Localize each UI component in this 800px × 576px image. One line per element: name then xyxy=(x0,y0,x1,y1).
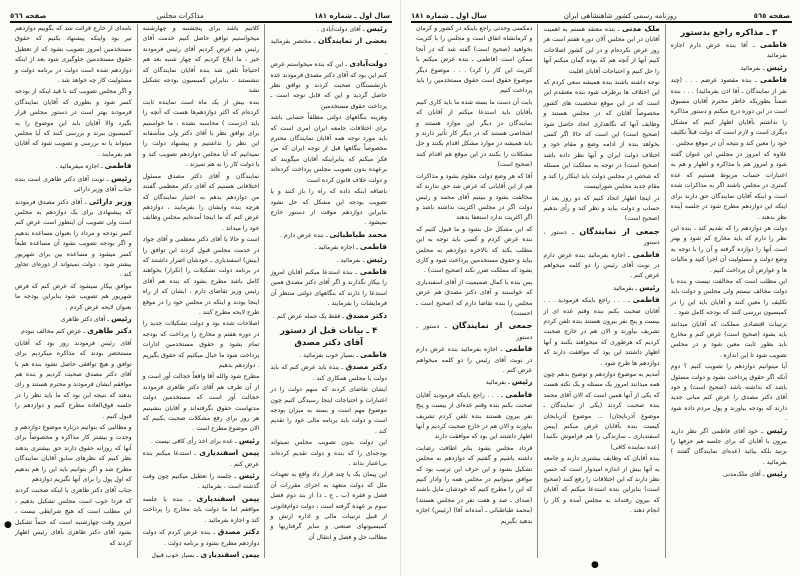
speaker-name: دولت‌آبادی xyxy=(349,59,387,69)
speech-text: ـ نوبت آقای دکتر طاهری است بنده جناب آقای وزیر دارائی xyxy=(14,175,132,194)
speaker-name: فاطمی xyxy=(760,40,788,49)
speech-paragraph xyxy=(143,494,260,526)
left-issue-number: سال اول ـ شماره ۱۸۱ xyxy=(314,12,390,20)
speech-paragraph xyxy=(416,320,532,343)
speech-paragraph xyxy=(270,385,387,437)
speech-paragraph xyxy=(15,486,132,548)
speech-text: دمکسی وحدتی راجع باینکه در کشور و کرمان و کرمانشاه اتفاق است و مجلس را با کثریت بخواهید (صحیح است) گفته شد که در آنجا ممکن است (فاطمی ـ بنده عرض میکنم با کثریت این کار را کرد) . . . موضوع دیگر موضوع حقوق است حقوق مستخدمین را باید پرداخت کنیم xyxy=(416,25,533,95)
speech-paragraph xyxy=(543,78,659,192)
group-speaker-label: جمعی از نمایندگان xyxy=(452,321,533,331)
speaker-name: رئیس xyxy=(766,425,787,435)
speaker-name: وزیر دارائی xyxy=(88,196,132,206)
speech-paragraph xyxy=(270,59,387,112)
speech-text: بابت آن دست ما بسته شده ما باید کاری کنیم بآقایان باید استدعا میکنم از آقایان که نمایندگان در دیگر این موارد هستند و اشخاصی هستند که در دیگر کار تأثیر دارند و باید همیشه در موارد مشکل اقدام بکنند و حل مشکلات را بکنند در این موقع هم اقدام کنند (صحیح است) xyxy=(416,98,533,169)
speech-text: این مطلب است که مخالفت نیست و بنده با دولت مخالف نیستم ولی مجلس و دولت باید تکلیف را معین کنند و آقایان باید این را در کمیسیون بررسی کنند که بودجه کامل شود . xyxy=(670,277,787,317)
speech-paragraph xyxy=(543,283,659,294)
speech-paragraph xyxy=(416,344,532,376)
speaker-name: دکتر مصدق xyxy=(217,527,260,537)
speech-paragraph xyxy=(671,224,787,276)
speech-paragraph xyxy=(416,278,532,320)
speech-paragraph xyxy=(416,172,532,224)
speech-text: ـ بنده استدعا میکنم آقایان امروز را بیکار نگذارند و اگر آقای دکتر مصدق همین استدعا را دارند که بنگاههای دولتی منتظر آن فرمایشات را بفرمایند . xyxy=(270,268,387,308)
speech-text: مطرح شود والله آقا واقعاً خجالت آور است و از آن طرف هم آقای دکتر طاهری فرمودند خجالت آور است که مستخدمین دولت مدتهاست حقوق نگرفته‌اند و آقایان بنشینیم هر روز برای رفع مشکلات صحبت بکنیم که الان موضوع مطرح است . xyxy=(142,373,260,433)
speech-paragraph xyxy=(270,350,387,361)
speech-text: ـ بنده مقصود عرضم . . . (چند نفر از نمایندگان ـ آقا اذن بفرمائید) . . . بنده ضمناً بطوریکه خاطر محترم آقایان مسبوق است در این دوره درج میکنم و دستور مذاکره را نداشتم بآقایان اظهار کنیم که مشکل دیگری است و لازم است که دولت قبلاً تکلیف خود را معین کند و نتیجه آن در موقع مجلس . xyxy=(670,77,787,147)
speech-paragraph xyxy=(543,370,659,453)
speech-paragraph xyxy=(143,550,260,558)
speech-text: ـ بسیار خوب بفرمائید . xyxy=(299,351,359,359)
speaker-name: فاطمی xyxy=(632,249,660,259)
speech-paragraph xyxy=(416,390,532,443)
speech-text: ـ اجازه میفرمائید . xyxy=(55,163,103,171)
speech-text: ـ آقا بنده عرض دارم اجازه بفرمائید xyxy=(670,42,787,60)
left-columns xyxy=(10,24,392,558)
speech-paragraph xyxy=(270,362,387,384)
speech-text: ـ بنده عرض کردم که دولت دوازدهم مطرح بشود و برنامه دولت . xyxy=(142,529,260,547)
right-header-rule xyxy=(411,21,792,23)
speech-text: ـ آقای دکتر طاهری xyxy=(60,315,110,323)
speaker-name: دکتر مصدق xyxy=(345,310,387,320)
speech-paragraph xyxy=(143,372,260,434)
speech-paragraph xyxy=(143,172,260,234)
speech-text: ـ بفرمائید xyxy=(740,64,765,72)
speech-text: علاوه که امروز در مجلس این عنوان گفته شود و امروز هم با مذاکره و اظهار و هم به اعتبارات حساب مربوط هستیم که عده کمتری در مجلس باشند اگر به مذاکرات شده است و اینکه آقایان نمایندگان حق دارند برای اینکه این دوازدهم مطرح شود در جلسه آینده نظر بدهند . xyxy=(670,151,787,221)
speech-paragraph xyxy=(671,277,787,319)
speech-paragraph xyxy=(671,75,787,149)
speech-paragraph xyxy=(270,267,387,310)
speech-paragraph xyxy=(143,471,260,493)
speech-text: ترتیبات اقتصادی مملکت که آقایان میدانند باید بشود (صحیح است) عرض کنم و مخارج باید بطور ثابت معین شود و در مجلس تصویب شود تا این اندازه . xyxy=(670,320,787,359)
speaker-name: ملک مدنی xyxy=(622,24,660,33)
speech-text: ـ استدعا میکنم بنده عرض کنم . xyxy=(142,450,260,468)
speech-text: ـ بنده معتقد هستم به اهمیت آقایان در این مجلس آلان دوره هفتم است هر روز عرض نکرده‌ام و در این کشور اصلاحات کنیم آنها از آنچه هم که بوده گمان میکنم آنها را حل کنیم و احتیاجات آقایان اقلیت xyxy=(543,26,660,75)
speech-paragraph xyxy=(143,98,260,171)
right-column-3 xyxy=(411,24,537,558)
speech-text: این پیمان یک یا چند قرار داد واقع به تعهدات ملل که دولت متعهد به اجرای مقررات آن فصل و فقره (ب ـ ج ـ د) از بند دوم فصل سوم بر عهده گرفته است ، دولت دوام‌قانونی از قبیل ترتیبات مالی و اداره ارتش و کمیسیونهای صنعتی و سایر گرفتاریها و مطالب حل و فصل و انتقال آن xyxy=(270,471,387,541)
speech-paragraph xyxy=(15,339,132,422)
right-page-title: روزنامه رسمی کشور شاهنشاهی ایران xyxy=(563,12,677,20)
speaker-name: فاطمی xyxy=(104,161,132,171)
speech-paragraph xyxy=(671,320,787,362)
speech-text: ـ . . . راجع باینکه فرمودید آقایان صحبت بکنم بنده وقتم عده‌ای از بیست و پنج نفر بیرون هستند بنده تلفن کردم تشریف بیاورند و الان هم در خارج صحبت کردیم و آنها اظهار داشتند این بود که موافقت دارند xyxy=(416,391,533,441)
section-heading: ۳ ـ مذاکره راجع بدستور xyxy=(680,27,778,37)
speech-text: و مطالبی که بتوانیم درباره موضوع دوازدهم و وحدت و بیشتر کار مذاکره و مخصوصاً برای آنها که روزانه حقوق دارند حق بیشتری بدهند نظر کنیم که نظرهای سابق آقایان نمایندگان مطرح شد و اگر بتوانیم باید این را هم بدهیم که اول پول را برای آنها بگیریم دوازدهم xyxy=(14,424,132,484)
speech-paragraph xyxy=(270,242,387,253)
speaker-name: فاطمی xyxy=(760,75,788,85)
speech-text: ـ . . . راجع باینکه فرمودید . . . آقایان صحبت بکنم بنده وقتم عده ای از بیست و پنج نفر بیرون هستند بنده تلفن کردم تشریف بیاورند و الان هم در خارج صحبت کردیم که هرطوری که میخواهند بکنند و آنها اظهار داشتند این بود که موافقت دارند که دوازدهم ها طرح شود . xyxy=(543,297,660,367)
speech-paragraph xyxy=(15,197,132,281)
speech-paragraph xyxy=(270,438,387,469)
speech-text: ـ دستور ، دستور xyxy=(416,323,533,341)
right-page-bullet-icon: ● xyxy=(591,560,599,570)
speech-paragraph xyxy=(543,226,659,249)
speech-paragraph xyxy=(270,470,387,543)
speech-paragraph xyxy=(143,235,260,318)
speech-paragraph xyxy=(543,454,659,516)
speaker-name: بعضی از نمایندگان xyxy=(318,36,387,46)
speech-text: آیا میتوانیم دوازدهم را تصویب کنیم ؟ دوم آنکه اگر حقوق پرداخت نشود و دولت مسئول باشد که نداشته باشد (صحیح است) و خود آقای دکتر مصدق را عرض کنم مبانی جدید دارند که بودجه بیاورند و پول مردم داده شود . xyxy=(670,363,787,423)
speaker-name: رئیس xyxy=(511,377,533,387)
speech-paragraph xyxy=(671,426,787,469)
speech-text: آمدیم به موضوع دوازدهم و توضیح بدهم چون همه میدانند امروز یک مسئله و یک نکته هست که یکی از آنها همین است که الان آقای محمد بنده صحبت کردند (یکی از نمایندگان ـ موضوع آذربایجان) ... موضوع آذربایجان کیست بنده بآقایان عرض میکنم (پیمن اسفندیاری ـ سازندگی را هم فراموش نکنید) (عده نماینده کافی) xyxy=(543,371,660,451)
speech-text: ـ بفرمائید xyxy=(613,284,638,292)
speech-paragraph xyxy=(671,63,787,74)
speech-text: پس بنده با کمال صمیمیت از آقای اسفندیاری که خواستند و آقای دکتر مصدق هم عرض مجلس را بنده تقاضا دارم که (صحیح است ـ احسنت) xyxy=(416,278,533,317)
speaker-name: دکتر طاهری xyxy=(87,326,132,336)
speaker-name: رئیس xyxy=(639,282,660,292)
speaker-name: فاطمی xyxy=(632,295,660,305)
left-page-bullet-icon: ● xyxy=(4,520,12,530)
speech-text: ـ بفرمائید xyxy=(485,379,510,387)
speech-text: کلاتیم باشد برای پنجشنبه و چهارشنبه میخواستیم توافق حاصل کنیم خدمت آقای رئیس هم عرض کردیم آقای رئیس فرمودند خیر ، ما ابلاغ کردیم که چهار شنبه بعد هم احتیاجاً تلفن شد بنده آقایان نمایندگان که ننشستند ، بنابراین کمیسیون بودجه تشکیل نشد xyxy=(142,25,260,95)
speech-text: در اینجا اظهار اتحاد کنیم که دو روز بعد از حساب و دولت بیاید و نظر کند و رأی بدهیم (صحیح است) xyxy=(543,194,660,223)
speech-paragraph xyxy=(143,448,260,470)
speech-paragraph xyxy=(671,40,787,62)
speech-paragraph xyxy=(270,230,387,241)
speech-paragraph xyxy=(270,36,387,58)
speech-text: دولت هر دوازدهم را که تقدیم کند ، بنده این نظر را دارم که باید مخارج کم شود و بهتر است آنها را دوازده گرفته و آن را با توجه به وضع دولت و مسئولیت آن اجرا کنید و مالیات ها و عوارض آن پرداخت کنیم . xyxy=(670,224,787,274)
speech-text: ـ اجازه بفرمائید بنده عرض دارم در نوبت آقای رئیس را دو کلمه میخواهم عرض کنم . xyxy=(543,251,660,280)
left-column-1 xyxy=(264,24,392,558)
right-column-1 xyxy=(665,24,792,558)
speech-paragraph xyxy=(15,423,132,485)
speech-text: ـ بفرمائید . xyxy=(336,256,365,264)
speaker-name: رئیس xyxy=(111,313,132,323)
speech-paragraph xyxy=(671,469,787,480)
speech-text: بنده آقایان که وظایف بیشتری دارند و جامعه به آنها بیش از اندازه امیدوار است که حسن نظر دارند که این اختلافات را رفع کنند (صحیح است) بنابراین بنده استدعا میکنم که آقایان که بیرون رفته‌اند به مجلس آمده و کار را انجام دهند . xyxy=(543,455,660,515)
speech-text: ـ فقط یک جمله عرض کنم . xyxy=(272,312,345,320)
speech-text: ایشان تقاضای کردند که سهم دولت را در اعتبارات و احتیاجات اینجا رسیدگی کنیم چون موضوع مهم است و بسته به میزان بودجه است و دولت باید برنامه مالی خود را تقدیم کند . xyxy=(270,386,387,435)
speech-paragraph xyxy=(270,187,387,229)
speaker-name: رئیس xyxy=(238,435,260,445)
speech-text: توجه داشته باشند بنده همیشه سعی کردم که این اختلاف ها برطرف شود بنده معتقدم این است که در این موقع شخصیت های کشور مخصوصاً آقایان که در مجلس هستند و وظایف آنها که نگاهداری اتحاد حاصل شود (صحیح است) این است که حالا اگر کسی بخواهد بنده از ادامه وضع و مقام خود و اختلاف دولت ایران و آنها نظر داده باشد (صحیح است) در توجه به مملکت این مسئله که شخص در مجلس دولت باید اینکار را کند و مقام جدید مجلس شوراییست xyxy=(543,79,660,191)
speech-text: ـ جلسه را تعطیل میکنیم چون وقت گذشته است ، بفرمائید . xyxy=(142,473,260,491)
speech-text: بنده بیش از یک ماه است نماینده ثابت کرده‌ام که اکثر دوازدهم‌ها هست که آنچه را باید (درست ) محاسبه نشده ، ما خواستیم برای توافق نظر با آقای دکتر ولی متأسفانه این نظر را نداشتیم و پیشنهاد دولت را نمیدانیم که آیا مجلس دوازدهم تصویب کند و یا دولت کار را به هم نمیزند . xyxy=(142,98,260,169)
speech-text: باضافه اینکه داده که راه را باز کنند و یا تصویب بودجه این مشکل که حل نشود بنابراین دوازدهم موقت از دستور خارج نمیشود . xyxy=(270,188,387,227)
speech-text: ـ بنده با جلسه موافقم اما ما دولت باید مخارج را پرداخت کند و اجازه بفرمائید . xyxy=(142,495,260,524)
right-page xyxy=(400,0,800,576)
speaker-name: فاطمی xyxy=(505,389,533,399)
speech-paragraph xyxy=(416,225,532,277)
speech-text: که این مشکل حل بشود و ما قبول کنیم که بنده عرض کردم و کسی باید توجه به این مطلب بکند که بالاخره دوازدهم به مجلس بیاید و حقوق مستخدمین پرداخت شود و کاری بشود که مملکت ضرر نکند (صحیح است) . xyxy=(416,225,533,275)
speech-text: آقا که هر وضع دولت معلوم بشود و مذاکرات هم از این آقایانی که عرض شد حق ندارند که مخالفت بشود و ببینیم آقای محمد و رئیس دولت اگر در مجلس اکثریت نداشته باشد و اگر اکثریت ندارد استعفا بدهند xyxy=(416,172,533,222)
speech-text: وهزینه بنگاههای دولتی مطلقاً حسابی باشد برای اختلافات جامعه ایران امری است که باید مورد توجه همه آقایان نمایندگان محترم مخصوصاً بنگاهها قبل از توجه ایران که من فکر میکنم که بنابراینکه آقایان میگویند که برعهده بدون تصویب مجلس پرداخت کرده‌اند و دولت خلاف قانون کرده است xyxy=(270,114,387,184)
speech-paragraph xyxy=(270,255,387,266)
speech-paragraph xyxy=(543,295,659,369)
right-running-head xyxy=(411,6,790,20)
speech-text: ـ آقای ملک‌مدنی xyxy=(723,471,765,479)
speech-paragraph xyxy=(15,24,132,86)
speech-text: ـ این که بنده میخواستم عرض کنم این بود که آقای دکتر مصدق فرمودند عده بازنشستگان صحبت کردند و توافق نظر حاصل گردید و این که قابل توجه است ـ پرداخت حقوق مستخدمین xyxy=(270,61,387,110)
speech-text: ـ آقای دولت‌آبادی . xyxy=(316,26,365,33)
speaker-name: رئیس xyxy=(111,173,132,183)
speech-text: و اگر مجلس تصویب کند با قید اینکه از بودجه کسر شود و بطوری که آقایان نمایندگان فرمودند بهتر است در دستور مجلس قرار بگیرد والا آقایان باید این موضوع را به کمیسیون ببرند و بررسی کنند که آیا مجلس میتواند یا نه بررسی و تصویب شود که آقایان هم بفرمایند . xyxy=(14,88,132,158)
left-running-head xyxy=(10,6,390,20)
speaker-name: محمد طباطبائی xyxy=(329,229,387,239)
left-page-number: صفحه ٥٦٦ xyxy=(10,12,47,20)
speech-text: اصلاحات شده بود و دولت تشکیلات جدید را در دوره هفتم و مخارج را پرداخت که بودجه تمام بشود و حقوق مستخدمین ادارات پرداخت شود ما خیال میکنیم که حقوق بگیریم . دوازدهم بدهیم xyxy=(142,320,260,369)
speaker-name: فاطمی xyxy=(359,242,387,252)
speech-text: نامه‌ای از خارج قرائت شد که بگوییم دوازدهم تیر بود واینکه پیشنهاد بکنیم که حقوق مستخدمین امروز تصویب بشود که از تعطیل حقوق مستخدمین جلوگیری شود بعد از اینکه دوازدهم شده است دولت در برنامه دولت و مسئولیت کار چه خواهد شد . xyxy=(14,25,132,85)
speaker-name: پیمن اسفندیاری xyxy=(200,549,260,558)
right-columns xyxy=(411,24,792,558)
speech-text: ـ بنده باید عرض کنم که باید دولت با مجلس همکاری کند . xyxy=(270,364,387,382)
speech-paragraph xyxy=(671,150,787,223)
left-header-rule xyxy=(10,21,392,23)
group-speaker-label: جمعی از نمایندگان xyxy=(579,226,660,236)
speaker-name: رئیس xyxy=(366,254,387,264)
speech-paragraph xyxy=(543,194,659,225)
speech-text: آقای رئیس فرمودند روز بود که آقایان مستحضر بودند که مذاکره میکردیم برای توافق و هیچ توافقی حاصل نشود بنده هم با آقای دکتر مصدق صحبت کردیم و بنده هم موافقم ایشان فرمودند و محترم هستند و رای بدهند که نتیجه این بود که ما باید نظر را در جلسه فوق‌العاده مطرح کنیم و دوازدهم را قبول کنیم . xyxy=(14,339,132,420)
speech-text: جناب آقای دکتر طاهری با اینکه صحبت کردند که فردا خوب است مجلس تشکیل بدهیم ، این مطلب است که هیچ شرایطی نیست ، امروز وقت چهارشنبه است که حتماً تشکیل بشود آقای دکتر طاهری بآقای رئیس اظهار کردند که xyxy=(14,487,132,547)
speech-paragraph xyxy=(143,527,260,549)
speech-text: ـ آقای دکتر مصدق فرمودند که پیشنهادی برای یک دوازدهم به مجلس است ولی تصویب آن اینطور است عرض کنم کسر بودجه و مرداد را بعنوان مساعده بدهیم و اگر بودجه تصویب نشود آن مساعده طبعاً کسر میشود و مساعده بین برای شهریور بیشتر شود ، دولت نمیتواند از دوره‌ای تجاوز کند . xyxy=(14,198,132,279)
speech-paragraph xyxy=(15,326,132,337)
speech-paragraph xyxy=(15,87,132,160)
speech-text: این دولت بدون تصویب مجلس نمیتواند بودجه‌ای را که بنده و دولت تقدیم کرده‌اند بی‌اعتبار بداند . xyxy=(270,439,387,468)
speaker-name: فاطمی xyxy=(505,344,533,354)
speech-paragraph xyxy=(143,319,260,371)
speech-paragraph xyxy=(416,24,532,97)
speech-text: ـ بسیار خوب قبول xyxy=(151,551,199,558)
speech-paragraph xyxy=(15,282,132,313)
section-heading: ۴ ـ بیانات قبل از دستور آقای دکتر مصدق xyxy=(280,324,378,347)
speech-paragraph xyxy=(416,98,532,171)
speech-text: ـ عرض کنم مخالف نبودم xyxy=(21,328,86,336)
speech-paragraph xyxy=(143,436,260,447)
right-page-number: صفحه ٥٦٥ xyxy=(753,12,790,20)
left-column-3 xyxy=(10,24,137,558)
speech-text: ـ بنده عرض دارم . xyxy=(279,231,328,239)
speech-text: است و حالا با آقای دکتر معظمی و آقای جواد در خدمت مجلس قبول کردند این توافق را (بیش) اسفندیاری ـ خودشان اصرار داشتند که در برنامه دولت تشکیلات را (تکرار) بخواهند کامل باشد مطرح بشود که بنده هم آقای رئیس وزیر تقاضای دارم ، ایشان که از راه اینجا بودند و اینکه در مجلس خود را در موقع طرح لایحه مطرح کنند . xyxy=(142,236,260,316)
speaker-name: پیمن اسفندیاری xyxy=(199,448,260,458)
speaker-name: رئیس xyxy=(766,62,787,72)
right-column-2 xyxy=(537,24,664,558)
speech-paragraph xyxy=(416,444,532,527)
speech-text: ـ عده برای اخذ رأی کافی نیست . xyxy=(150,437,237,445)
right-issue-number: سال اول ـ شماره ۱۸۱ xyxy=(411,12,487,20)
speech-text: ـ اجازه بفرمائید بنده عرض دارم در نوبت آقای رئیس را دو کلمه میخواهم عرض کنم . xyxy=(416,346,533,374)
speech-text: ـ اجازه بفرمائید . xyxy=(314,244,359,252)
speaker-name: پیمن اسفندیاری xyxy=(196,493,260,503)
speech-text: نمایندگان و آقای دکتر مصدق مسئول اختلافاتی هستیم که آقای دکتر معظمی گفتند من دوازدهم بدهم به اختیار نمایندگان که هرچه بنده وایشان را بفرمایند ، دوازدهم عرض کنم که ما اینجا آمده‌ایم مجلس وظایف خود را میداند . xyxy=(142,172,260,232)
speaker-name: فاطمی xyxy=(360,266,388,276)
speech-paragraph xyxy=(15,161,132,172)
speech-text: قرداد مجلس بشود بنابر اطاقت رضایت داشته باشیم و گفتیم که دوازدهم به مجلس تشکیل بشود و این حرف این ترتیب بود که موافق میتوانیم در مجلس همه را وادار کنیم که این را مطرح کنیم که خودشان مایل باشند (صدای ـ صد و هفت نفر در مجلس هستند) (محمد طباطبائی ـ آمده‌اند آقا) (رئیس) اجازه بدهید بگیریم xyxy=(416,444,533,525)
speech-paragraph xyxy=(416,377,532,388)
speech-paragraph xyxy=(270,113,387,186)
speech-text: ـ خود آقای فاطمی اگر نظر دارید بیرون با آقایان که برای جلسه هم حرفها را بزنید بلکه بیائید (عده‌ای نمایندگان گفتند ) بفرمائید . xyxy=(670,427,787,466)
speech-text: ـ مختصر بفرمائید . xyxy=(270,38,387,56)
speech-paragraph xyxy=(270,24,387,35)
speech-paragraph xyxy=(143,24,260,97)
speech-paragraph xyxy=(15,174,132,196)
speech-text: ـ دستور ، دستور xyxy=(543,228,660,247)
speech-paragraph xyxy=(671,362,787,424)
left-page-title: مذاکرات مجلس xyxy=(156,12,204,20)
speech-paragraph xyxy=(270,311,387,322)
speaker-name: رئیس xyxy=(766,469,787,479)
speech-text: موافق بیکار نمیشود که عرض کنم که فرض شهریور هم تصویب شود بنابراین بودجه ما بعنوان لایحه عرض کردم . xyxy=(14,282,132,311)
speaker-name: رئیس xyxy=(366,24,387,33)
speech-paragraph xyxy=(543,24,659,77)
speaker-name: دکتر مصدق xyxy=(345,362,388,372)
speaker-name: فاطمی xyxy=(359,349,387,359)
left-column-2 xyxy=(137,24,265,558)
speaker-name: رئیس xyxy=(238,471,260,481)
speech-paragraph xyxy=(543,250,659,282)
speech-paragraph xyxy=(15,314,132,325)
